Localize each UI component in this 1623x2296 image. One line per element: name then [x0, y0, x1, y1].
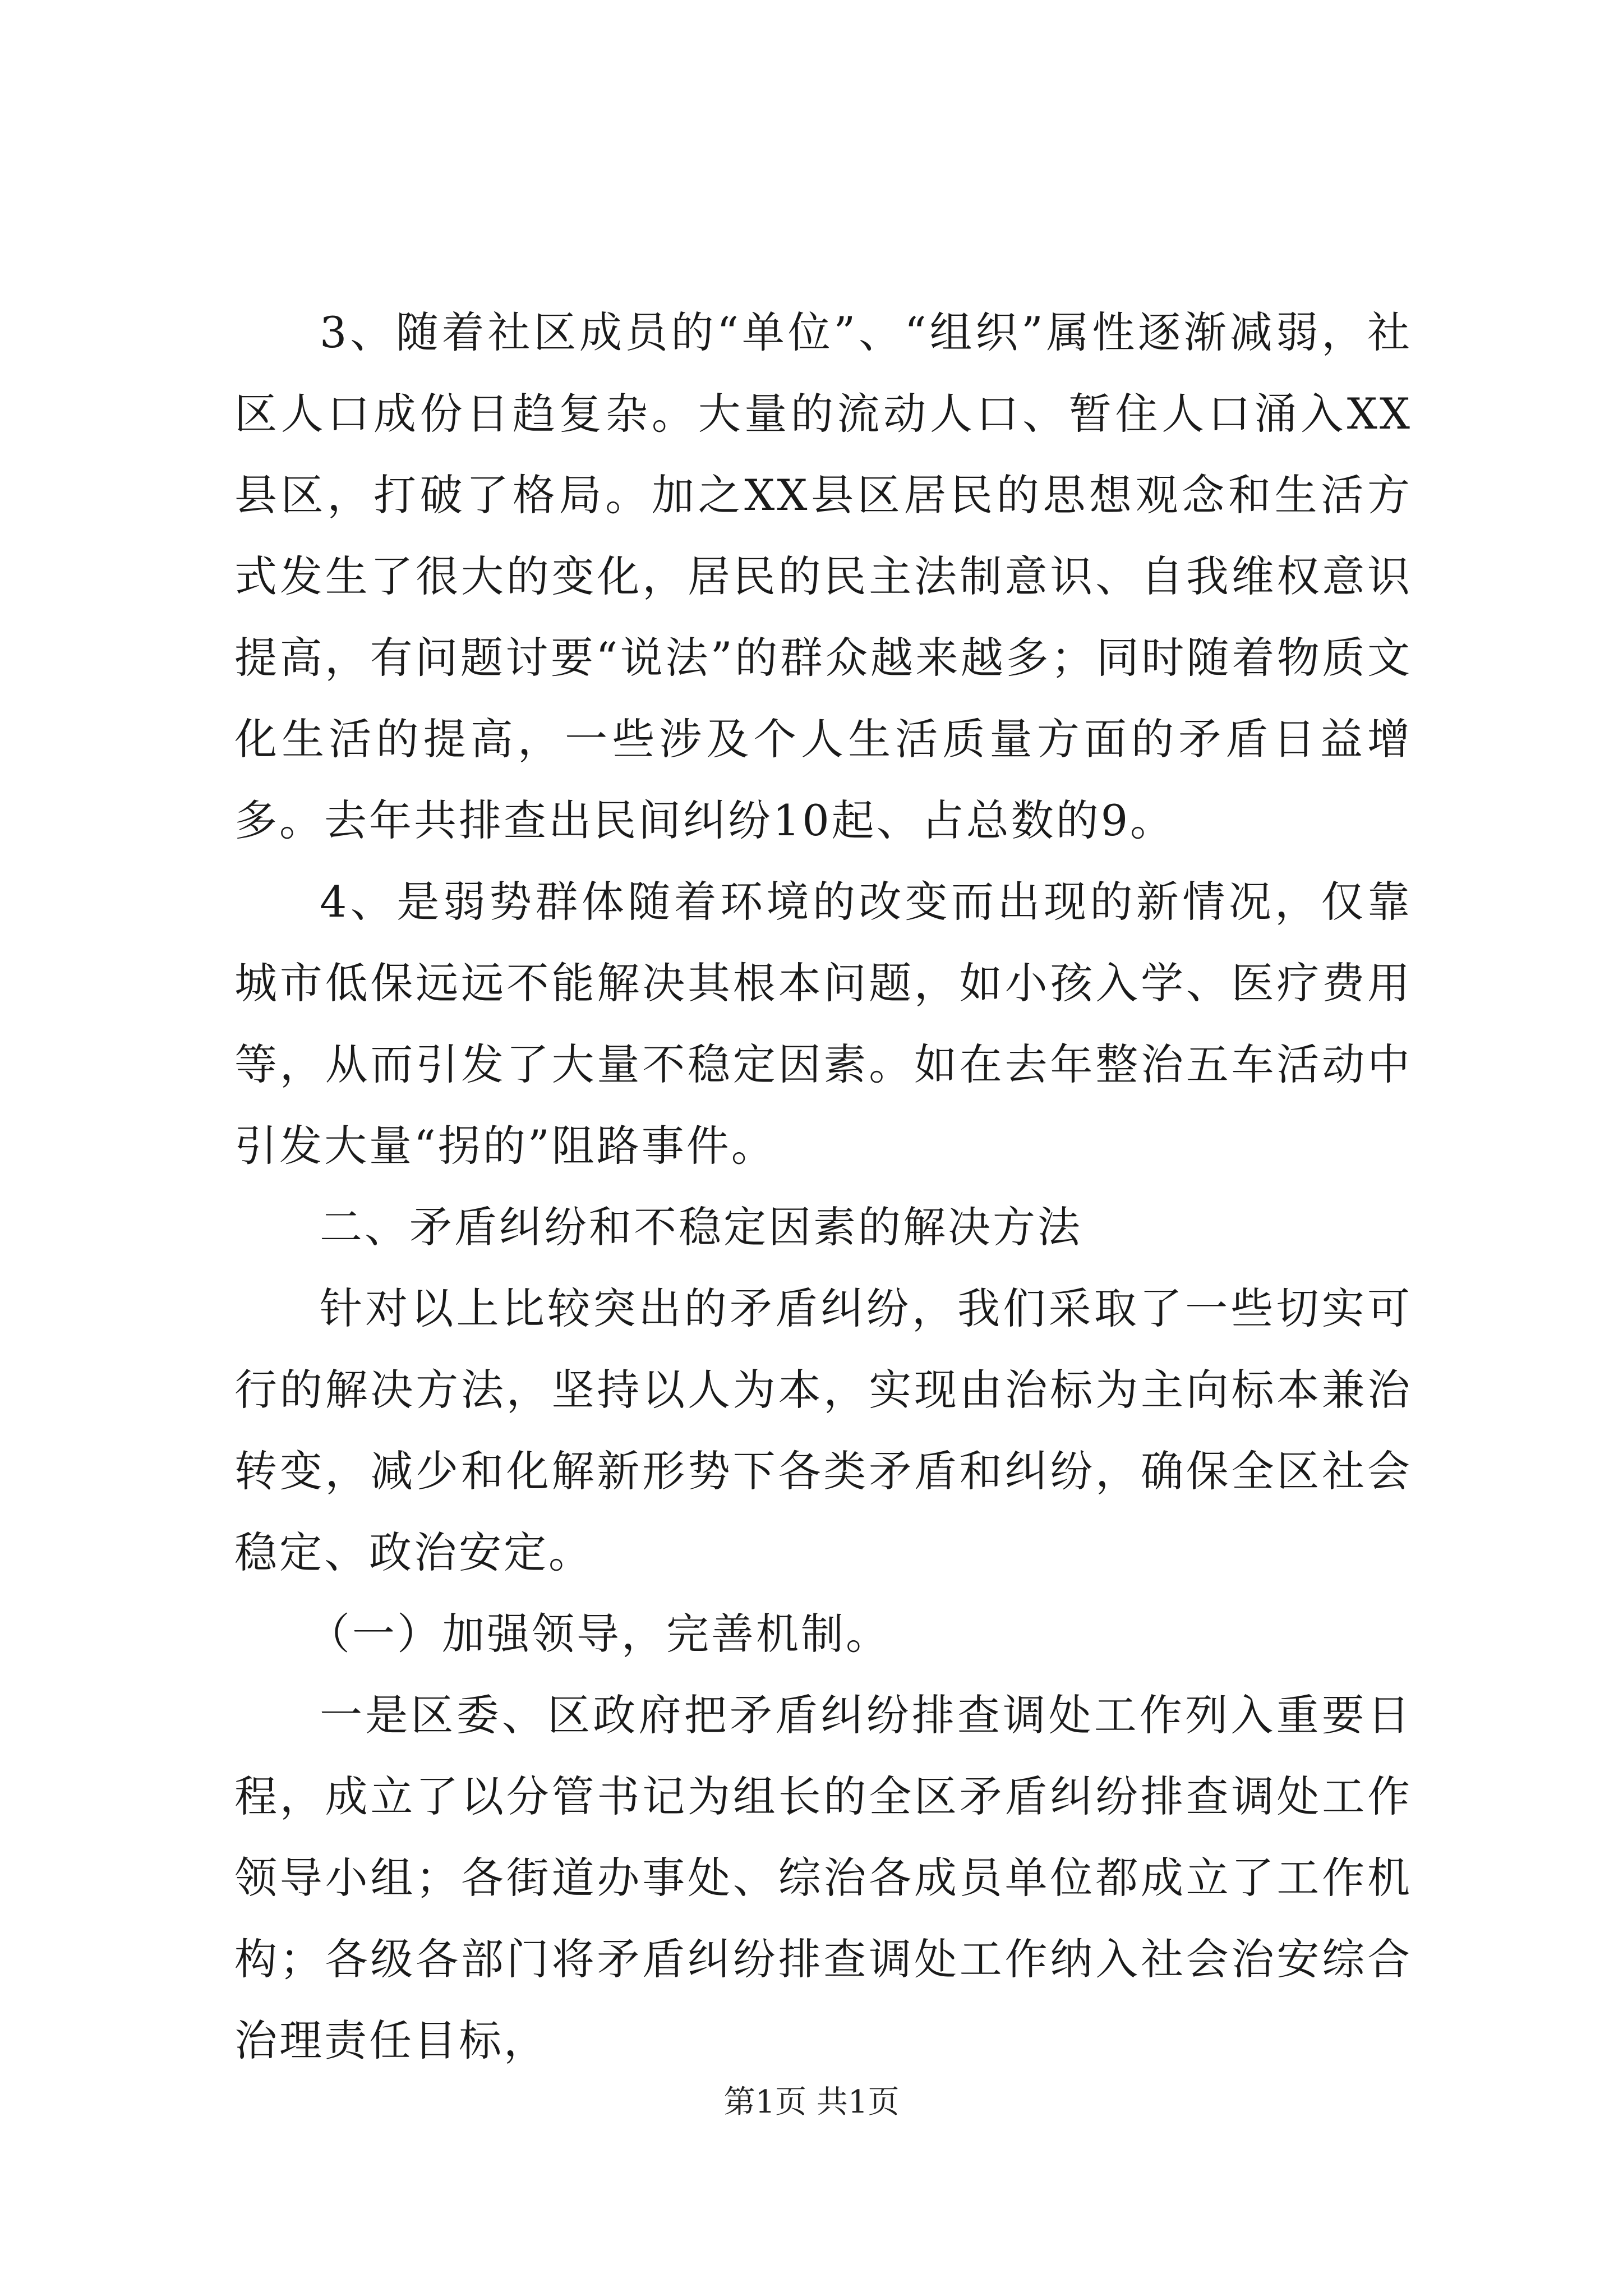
paragraph-item-3: 3、随着社区成员的“单位”、“组织”属性逐渐减弱，社区人口成份日趋复杂。大量的流动人口、暂住人口涌入XX县区，打破了格局。加之XX县区居民的思想观念和生活方式发生了很大的变化，居民的民主法制意识、自我维权意识提高，有问题讨要“说法”的群众越来越多；同时随着物质文化生活的提高，一些涉及个人生活质量方面的矛盾日益增多。去年共排查出民间纠纷10起、占总数的9。: [234, 307, 1412, 845]
subsection-heading-leadership: （一）加强领导，完善机制。: [307, 1609, 891, 1659]
paragraph-leadership-body: 一是区委、区政府把矛盾纠纷排查调处工作列入重要日程，成立了以分管书记为组长的全区矛盾纠纷排查调处工作领导小组；各街道办事处、综治各成员单位都成立了工作机构；各级各部门将矛盾纠纷排查调处工作纳入社会治安综合治理责任目标，: [234, 1690, 1412, 2065]
section-heading-solutions: 二、矛盾纠纷和不稳定因素的解决方法: [320, 1202, 1082, 1252]
page-footer: [0, 2080, 1623, 2125]
document-body: [234, 292, 1412, 2081]
paragraph-item-4: 4、是弱势群体随着环境的改变而出现的新情况，仅靠城市低保远远不能解决其根本问题，如小孩入学、医疗费用等，从而引发了大量不稳定因素。如在去年整治五车活动中引发大量“拐的”阻路事件。: [234, 877, 1412, 1171]
paragraph-section-intro: 针对以上比较突出的矛盾纠纷，我们采取了一些切实可行的解决方法，坚持以人为本，实现由治标为主向标本兼治转变，减少和化解新形势下各类矛盾和纠纷，确保全区社会稳定、政治安定。: [234, 1283, 1412, 1577]
page-number-label: 第1页 共1页: [723, 2084, 900, 2120]
